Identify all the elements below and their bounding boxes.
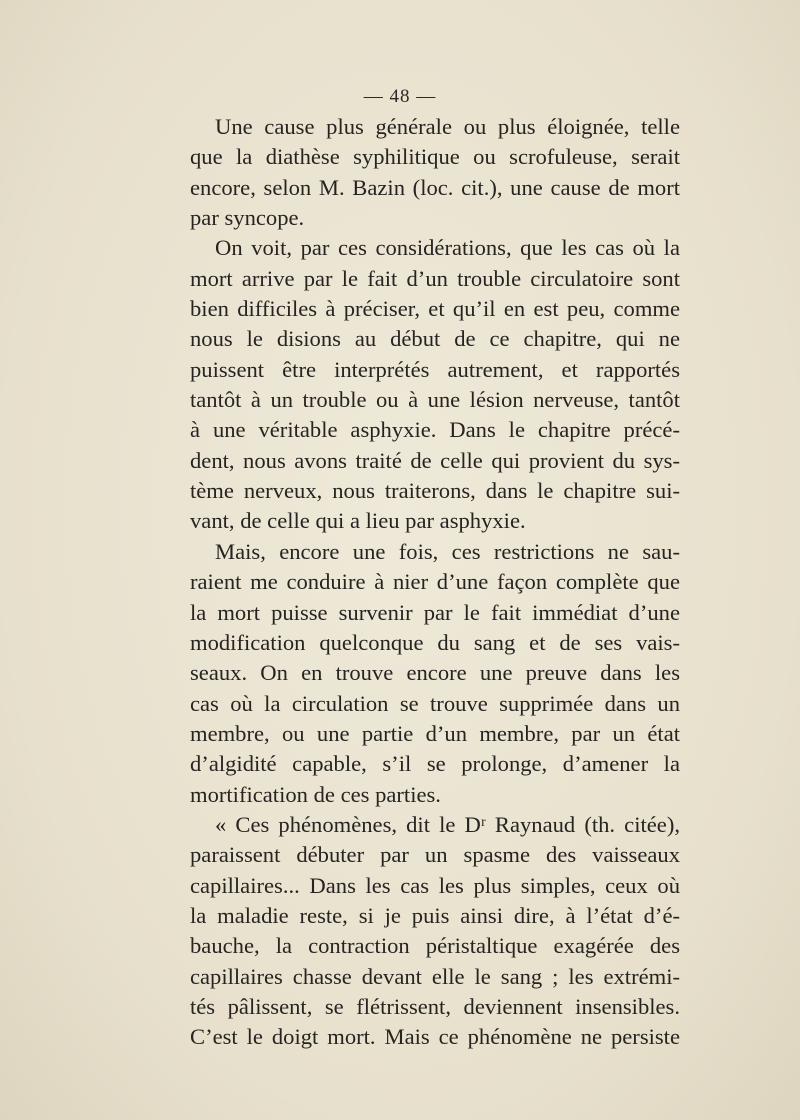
text-line: membre, ou une partie d’un membre, par un état [190, 720, 680, 746]
text-line: que la diathèse syphilitique ou scrofuleuse, serait [190, 144, 680, 170]
body-text [190, 112, 680, 1053]
text-line: mort arrive par le fait d’un trouble circulatoire sont [190, 265, 680, 291]
text-line: raient me conduire à nier d’une façon complète que [190, 569, 680, 595]
text-line: tème nerveux, nous traiterons, dans le chapitre sui- [190, 478, 680, 504]
text-line: On voit, par ces considérations, que les cas où la [215, 235, 680, 261]
text-line: dent, nous avons traité de celle qui provient du sys- [190, 447, 680, 473]
text-line: par syncope. [190, 205, 305, 231]
text-line: modification quelconque du sang et de ses vais- [190, 629, 680, 655]
text-line: d’algidité capable, s’il se prolonge, d’amener la [190, 751, 680, 777]
text-line: la maladie reste, si je puis ainsi dire, à l’état d’é- [190, 902, 680, 928]
text-line: Une cause plus générale ou plus éloignée, telle [215, 114, 680, 139]
text-line: tantôt à un trouble ou à une lésion nerveuse, tantôt [190, 387, 680, 413]
text-line: mortification de ces parties. [190, 781, 441, 807]
text-line: vant, de celle qui a lieu par asphyxie. [190, 508, 526, 534]
text-line: « Ces phénomènes, dit le Dʳ Raynaud (th. citée), [215, 811, 680, 837]
text-line: paraissent débuter par un spasme des vaisseaux [190, 842, 680, 868]
text-line: encore, selon M. Bazin (loc. cit.), une cause de mort [190, 174, 680, 200]
text-line: bien difficiles à préciser, et qu’il en est peu, comme [190, 296, 680, 322]
text-line: puissent être interprétés autrement, et rapportés [190, 356, 680, 382]
text-line: seaux. On en trouve encore une preuve dans les [190, 660, 680, 686]
text-line: capillaires... Dans les cas les plus simples, ceux où [190, 872, 680, 898]
text-line: bauche, la contraction péristaltique exagérée des [190, 933, 680, 959]
page-number: — 48 — [363, 86, 437, 107]
text-line: à une véritable asphyxie. Dans le chapitre précé- [190, 417, 680, 443]
text-line: Mais, encore une fois, ces restrictions ne sau- [215, 538, 680, 564]
text-line: nous le disions au début de ce chapitre, qui ne [190, 326, 680, 352]
text-line: C’est le doigt mort. Mais ce phénomène ne persiste [190, 1024, 680, 1050]
text-line: capillaires chasse devant elle le sang ; les extrémi- [190, 963, 680, 989]
text-line: la mort puisse survenir par le fait immédiat d’une [190, 599, 680, 625]
text-line: cas où la circulation se trouve supprimée dans un [190, 690, 680, 716]
text-line: tés pâlissent, se flétrissent, deviennent insensibles. [190, 993, 680, 1019]
